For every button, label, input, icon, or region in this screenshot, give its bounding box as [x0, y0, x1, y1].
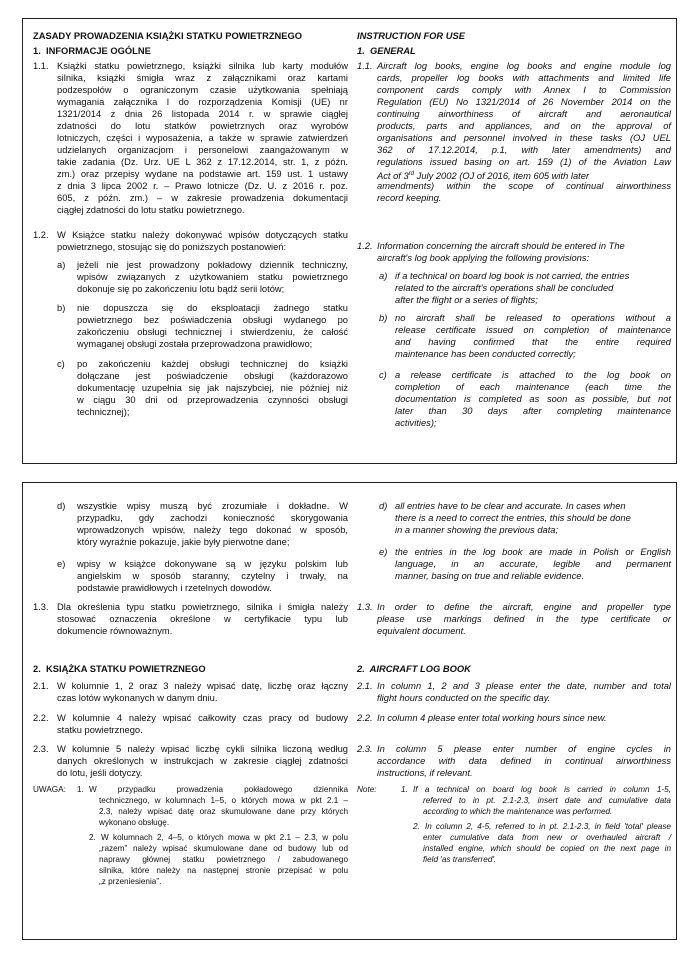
note-text: enter cumulative data from new or overhauled aircraft / [423, 833, 671, 842]
item-number: 2.1. [357, 681, 373, 691]
item-number: c) [57, 359, 65, 369]
text-line: wszystkie wpisy muszą być zrozumiałe i dokładne. W [77, 501, 348, 511]
text-line: w ciągu 30 dni od przeprowadzenia czynności obsługi [77, 395, 348, 405]
text-line: Act of 3rd July 2002 (OJ of 2016, item 605 with later [377, 171, 590, 182]
item-number: a) [57, 260, 66, 270]
text-line: related to the aircraft's operations shall be concluded [395, 283, 614, 293]
text-line: W kolumnie 1, 2 oraz 3 należy wpisać datę, liczbę oraz łączny [57, 681, 348, 691]
item-number: b) [379, 313, 388, 323]
text-line: Aircraft log books, engine log books and engine module log [377, 61, 671, 71]
text-line: regulations issued basing on art. 159 (1) of the Aviation Law [377, 157, 671, 167]
text-line: manner, basing on true and reliable evidence. [395, 571, 585, 581]
note-text: In column 2, 4-5, referred to in pt. 2.1-2.3, in field 'total' please [425, 822, 671, 831]
item-number: 1.1. [357, 61, 373, 71]
text-line: 362 of 17.12.2014, p.1, with later amendments) and [377, 145, 671, 155]
item-number: 2.2. [357, 713, 373, 723]
item-number: e) [379, 547, 388, 557]
text-line: lotniczych, części i wyposażenia, a także w sprawie zatwierdzeń [57, 133, 348, 143]
text-line: Książki statku powietrznego, książki silnika lub karty modułów [57, 61, 348, 71]
text-line: Dla określenia typu statku powietrznego, silnika i śmigła należy [57, 602, 348, 612]
text-line: language, in an accurate, legible and permanent [395, 559, 671, 569]
item-number: 2.3. [357, 744, 373, 754]
note-text: W przypadku prowadzenia pokładowego dziennika [89, 785, 348, 794]
text-line: przypadku, gdy zachodzi konieczność skorygowania [77, 513, 348, 523]
section-2-heading-en: 2. AIRCRAFT LOG BOOK [357, 664, 471, 674]
text-line: activities); [395, 418, 437, 428]
note-text: 2. [413, 822, 420, 831]
text-line: dokonuje się po zakończeniu lotu bądź serii lotów; [77, 284, 285, 294]
text-line: technicznej); [77, 407, 130, 417]
item-number: e) [57, 559, 66, 569]
text-line: please use markings defined in the type certificate or [377, 614, 671, 624]
note-text: W kolumnach 2, 4–5, o których mowa w pkt 2.1 – 2.3, w polu [101, 833, 348, 842]
text-line: W kolumnie 4 należy wpisać całkowity czas pracy od budowy [57, 713, 348, 723]
text-line: all entries have to be clear and accurate. In cases when [395, 501, 626, 511]
text-line: stosować oznaczenia określone w certyfikacie typu lub [57, 614, 348, 624]
text-line: release certificate issued on completion of maintenance [395, 325, 671, 335]
text-line: podstawie prawidłowych i rzetelnych dowodów. [77, 583, 272, 593]
section-1-heading-en: 1. GENERAL [357, 46, 416, 56]
text-line: podzespołów o ograniczonym czasie użytkowania spełniają [57, 85, 348, 95]
text-line: there is a need to correct the entries, this should be done [395, 513, 631, 523]
text-line: dokumencie równoważnym. [57, 626, 173, 636]
item-number: 2.1. [33, 681, 49, 691]
document-title-en: INSTRUCTION FOR USE [357, 31, 465, 41]
text-line: after the flight or a series of flights; [395, 295, 538, 305]
item-number: a) [379, 271, 388, 281]
text-line: In column 4 please enter total working hours since new. [377, 713, 607, 723]
item-number: 1.3. [357, 602, 373, 612]
text-line: In order to define the aircraft, engine and propeller type [377, 602, 671, 612]
text-line: angielskim w sposób staranny, czytelny i trwały, na [77, 571, 348, 581]
text-line: Information concerning the aircraft should be entered in The [377, 241, 625, 251]
text-line: if a technical on board log book is not carried, the entries [395, 271, 630, 281]
text-line: danych określonych w instrukcjach w zakresie ciągłej zdatności [57, 756, 348, 766]
text-line: products, parts and appliances, and on the approval of [377, 121, 671, 131]
note-text: referred to in pt. 2.1-2.3, insert date and cumulative data [423, 796, 671, 805]
section-2-heading-pl: 2. KSIĄŻKA STATKU POWIETRZNEGO [33, 664, 206, 674]
text-line: dokumentację uzupełnia się jak najszybciej, nie później niż [77, 383, 348, 393]
item-number: d) [379, 501, 388, 511]
text-line: amendments) within the scope of continual airworthiness [377, 181, 671, 191]
text-line: in a manner showing the previous data; [395, 525, 559, 535]
text-line: equivalent document. [377, 626, 466, 636]
text-line: component cards comply with Annex I to Commission [377, 85, 671, 95]
document-title-pl: ZASADY PROWADZENIA KSIĄŻKI STATKU POWIETRZNEGO [33, 31, 303, 41]
text-line: maintenance has been conducted correctly; [395, 349, 576, 359]
note-text: 1. [401, 785, 408, 794]
text-line: no aircraft shall be released to operations without a [395, 313, 671, 323]
text-line: organisations and personnel involved in these tasks (OJ UEL [377, 133, 671, 143]
text-line: continuing airworthiness of aircraft and aeronautical [377, 109, 671, 119]
text-line: który wyraźnie pokazuje, jakie były pierwotne dane; [77, 537, 290, 547]
text-line: record keeping. [377, 193, 442, 203]
note-text: wykonano obsługę. [99, 818, 170, 827]
item-number: 1.3. [33, 602, 49, 612]
text-line: completion of each maintenance (each time the [395, 382, 671, 392]
text-line: nie dopuszcza się do eksploatacji żadnego statku [77, 303, 348, 313]
page-2 [22, 482, 677, 940]
item-number: 2.2. [33, 713, 49, 723]
text-line: udzielanych organizacjom i personelowi zaangażowanym w [57, 145, 348, 155]
section-1-heading-pl: 1. INFORMACJE OGÓLNE [33, 46, 151, 56]
text-line: W kolumnie 5 należy wpisać liczbę cykli silnika liczoną według [57, 744, 348, 754]
text-line: a release certificate is attached to the log book on [395, 370, 671, 380]
note-text: UWAGA: [33, 785, 66, 794]
text-line: powietrznego, stosując się do poniższych postanowień: [57, 242, 287, 252]
item-number: d) [57, 501, 66, 511]
note-text: 1. [77, 785, 84, 794]
item-number: b) [57, 303, 66, 313]
text-line: In column 5 please enter number of engine cycles in [377, 744, 671, 754]
text-line: and having confirmed that the entire required [395, 337, 671, 347]
text-line: z dnia 3 lipca 2002 r. – Prawo lotnicze (Dz. U. z 2016 r. poz. [57, 181, 348, 191]
text-line: documentation is completed as soon as possible, but not [395, 394, 671, 404]
item-number: 1.2. [357, 241, 373, 251]
text-line: instructions, if relevant. [377, 768, 473, 778]
text-line: wymaganej obsługi została przeprowadzona prawidłowo; [77, 339, 313, 349]
text-line: silnika, książki śmigła wraz z załącznikami oraz kartami [57, 73, 348, 83]
text-line: the entries in the log book are made in Polish or English [395, 547, 671, 557]
text-line: takie zadania (Dz. Urz. UE L 362 z 17.12.2014, str. 1, z późn. [57, 157, 348, 167]
note-text: silnika, które należy na następnej stronie przepisać w polu [99, 866, 348, 875]
note-text: field 'as transferred'. [423, 855, 497, 864]
text-line: wpisy w książce dokonywane są w języku polskim lub [77, 559, 348, 569]
text-line: jeżeli nie jest prowadzony pokładowy dziennik techniczny, [77, 260, 348, 270]
text-line: powietrznego bez poświadczenia obsługi wydanego po [77, 315, 348, 325]
note-text: 2. [89, 833, 96, 842]
item-number: 1.1. [33, 61, 49, 71]
text-line: ciągłej zdatności do lotu statku powietrznego. [57, 205, 245, 215]
note-text: „razem” należy wpisać skumulowane dane od budowy lub od [99, 844, 348, 853]
note-text: „z przeniesienia”. [99, 877, 162, 886]
text-line: Regulation (EU) No 1321/2014 of 26 November 2014 on the [377, 97, 671, 107]
text-line: wpisów związanych z użytkowaniem statku powietrznego [77, 272, 348, 282]
text-line: zm.) oraz przepisy wydane na podstawie art. 159 ust. 1 ustawy [57, 169, 348, 179]
text-line: W Książce statku należy dokonywać wpisów dotyczących statku [57, 230, 348, 240]
text-line: wprowadzonych wpisów, należy tego dokonać w sposób, [77, 525, 348, 535]
note-text: If a technical on board log book is carried in column 1-5, [413, 785, 671, 794]
text-line: do lotu, jeśli dotyczy. [57, 768, 143, 778]
text-line: 605, z późn. zm.) – w zakresie prowadzenia dokumentacji [57, 193, 348, 203]
text-line: accordance with data defined in continual airworthiness [377, 756, 671, 766]
note-text: installed engine, which should be copied on the next page in [423, 844, 671, 853]
page-1 [22, 18, 677, 464]
text-line: later than 30 days after completing maintenance [395, 406, 671, 416]
item-number: 2.3. [33, 744, 49, 754]
text-line: cards, propeller log books with attachments and limited life [377, 73, 671, 83]
item-number: 1.2. [33, 230, 49, 240]
note-text: Note: [357, 785, 377, 794]
text-line: aircraft's log book applying the following provisions: [377, 253, 590, 263]
text-line: wymagania załącznika I do rozporządzenia Komisji (UE) nr [57, 97, 348, 107]
text-line: statku powietrznego. [57, 725, 143, 735]
text-line: In column 1, 2 and 3 please enter the date, number and total [377, 681, 671, 691]
text-line: flight hours conducted on the specific day. [377, 693, 551, 703]
text-line: 1321/2014 z dnia 26 listopada 2014 r. w sprawie ciągłej [57, 109, 348, 119]
text-line: czas lotów wykonanych w danym dniu. [57, 693, 218, 703]
text-line: zakończeniu obsługi technicznej i stwierdzeniu, że całość [77, 327, 348, 337]
text-line: zdatności do lotu statków powietrznych oraz wyrobów [57, 121, 348, 131]
note-text: technicznego, w kolumnach 1–5, o których mowa w pkt 2.1 – [99, 796, 348, 805]
text-line: dołączane jest poświadczenie obsługi (każdorazowo [77, 371, 348, 381]
item-number: c) [379, 370, 387, 380]
note-text: according to which the maintenance was performed. [423, 807, 613, 816]
note-text: naprawy głównej statku powietrznego / zabudowanego [99, 855, 348, 864]
note-text: 2.3, należy wpisać datę oraz skumulowane dane przy których [99, 807, 348, 816]
text-line: po zakończeniu każdej obsługi technicznej do książki [77, 359, 348, 369]
